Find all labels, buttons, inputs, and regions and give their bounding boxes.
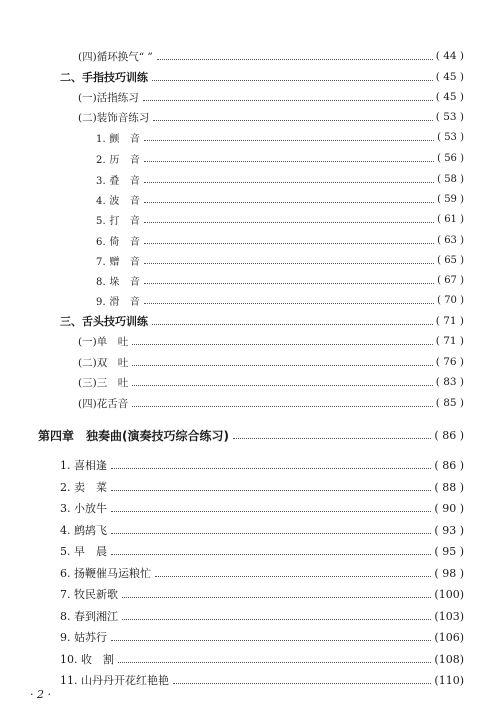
toc-entry-label: (一)单 吐 xyxy=(78,335,129,348)
toc-entry-label: 7. 赠 音 xyxy=(96,256,140,268)
toc-entry[interactable] xyxy=(60,543,464,559)
toc-entry[interactable] xyxy=(60,522,464,538)
dot-leader xyxy=(144,222,434,223)
toc-entry-page: ( 85 ) xyxy=(435,397,464,409)
toc-entry-label: 4. 波 音 xyxy=(96,195,140,207)
toc-entry-page: ( 86 ) xyxy=(434,428,464,442)
dot-leader xyxy=(132,365,433,366)
toc-entry[interactable] xyxy=(60,479,464,495)
dot-leader xyxy=(152,324,433,325)
toc-entry-page: ( 98 ) xyxy=(434,566,464,580)
toc-entry[interactable] xyxy=(96,272,464,288)
dot-leader xyxy=(144,303,434,304)
toc-entry-label: 1. 喜相逢 xyxy=(60,459,107,472)
toc-section-heading[interactable] xyxy=(60,69,464,85)
toc-entry[interactable] xyxy=(78,89,464,105)
dot-leader xyxy=(111,468,431,469)
toc-entry-page: ( 93 ) xyxy=(434,523,464,537)
toc-entry-page: ( 95 ) xyxy=(434,544,464,558)
toc-entry-page: ( 70 ) xyxy=(437,294,464,306)
toc-entry-page: ( 44 ) xyxy=(435,50,464,62)
dot-leader xyxy=(118,662,431,663)
toc-entry-page: ( 58 ) xyxy=(437,173,464,185)
toc-entry-page: ( 53 ) xyxy=(437,131,464,143)
toc-entry[interactable] xyxy=(60,565,464,581)
dot-leader xyxy=(111,640,431,641)
toc-entry[interactable] xyxy=(60,457,464,473)
dot-leader xyxy=(122,597,431,598)
toc-entry-page: ( 71 ) xyxy=(435,335,464,347)
dot-leader xyxy=(144,283,434,284)
dot-leader xyxy=(144,182,434,183)
page-number: · 2 · xyxy=(30,688,51,701)
toc-entry-label: 1. 颤 音 xyxy=(96,133,140,145)
toc-entry-page: ( 45 ) xyxy=(435,71,464,83)
toc-entry[interactable] xyxy=(78,374,464,390)
toc-entry-label: 7. 牧民新歌 xyxy=(60,588,118,601)
toc-entry[interactable] xyxy=(96,129,464,145)
dot-leader xyxy=(132,406,433,407)
toc-entry[interactable] xyxy=(96,211,464,227)
toc-entry-page: (100) xyxy=(434,587,464,601)
dot-leader xyxy=(111,490,431,491)
dot-leader xyxy=(143,100,433,101)
toc-entry-label: 2. 历 音 xyxy=(96,154,140,166)
dot-leader xyxy=(144,161,434,162)
toc-entry-page: (108) xyxy=(434,652,464,666)
toc-entry[interactable] xyxy=(60,629,464,645)
toc-entry-page: ( 76 ) xyxy=(435,356,464,368)
dot-leader xyxy=(144,263,434,264)
toc-entry-page: ( 56 ) xyxy=(437,152,464,164)
dot-leader xyxy=(111,511,431,512)
toc-entry-page: ( 53 ) xyxy=(435,111,464,123)
toc-entry-page: ( 63 ) xyxy=(437,234,464,246)
toc-entry-label: 9. 姑苏行 xyxy=(60,631,107,644)
dot-leader xyxy=(111,554,431,555)
toc-entry[interactable] xyxy=(78,48,464,64)
dot-leader xyxy=(144,243,434,244)
toc-entry-label: 9. 滑 音 xyxy=(96,296,140,308)
dot-leader xyxy=(144,202,434,203)
toc-entry[interactable] xyxy=(96,252,464,268)
dot-leader xyxy=(155,576,431,577)
toc-entry[interactable] xyxy=(96,191,464,207)
toc-entry-page: ( 59 ) xyxy=(437,193,464,205)
toc-entry-label: 3. 小放牛 xyxy=(60,502,107,515)
toc-entry[interactable] xyxy=(60,500,464,516)
toc-entry-page: ( 90 ) xyxy=(434,501,464,515)
dot-leader xyxy=(153,120,433,121)
toc-entry-label: 10. 收 割 xyxy=(60,653,114,666)
toc-entry-label: 3. 叠 音 xyxy=(96,175,140,187)
dot-leader xyxy=(173,683,431,684)
toc-entry-label: 第四章 独奏曲(演奏技巧综合练习) xyxy=(38,428,229,443)
toc-entry-page: ( 45 ) xyxy=(435,91,464,103)
toc-entry[interactable] xyxy=(96,292,464,308)
toc-entry-page: (110) xyxy=(434,673,464,687)
toc-entry-label: (四)花舌音 xyxy=(78,397,129,410)
toc-entry-label: 8. 春到湘江 xyxy=(60,610,118,623)
toc-entry-page: ( 65 ) xyxy=(437,254,464,266)
toc-entry[interactable] xyxy=(78,395,464,411)
toc-entry-page: ( 86 ) xyxy=(434,458,464,472)
toc-entry-page: ( 83 ) xyxy=(435,376,464,388)
toc-entry-label: 2. 卖 菜 xyxy=(60,481,107,494)
toc-entry-page: ( 71 ) xyxy=(435,315,464,327)
toc-entry-page: (103) xyxy=(434,609,464,623)
toc-entry-label: 4. 鹧鸪飞 xyxy=(60,524,107,537)
toc-entry[interactable] xyxy=(78,354,464,370)
toc-entry-label: 11. 山丹丹开花红艳艳 xyxy=(60,674,169,687)
toc-entry-label: (三)三 吐 xyxy=(78,376,129,389)
dot-leader xyxy=(122,619,431,620)
toc-entry-label: 5. 早 晨 xyxy=(60,545,107,558)
toc-entry-label: 6. 扬鞭催马运粮忙 xyxy=(60,567,151,580)
toc-entry-label: 5. 打 音 xyxy=(96,215,140,227)
toc-entry[interactable] xyxy=(60,608,464,624)
dot-leader xyxy=(152,80,433,81)
toc-entry-page: ( 88 ) xyxy=(434,480,464,494)
dot-leader xyxy=(111,533,431,534)
dot-leader xyxy=(144,140,434,141)
toc-entry[interactable] xyxy=(78,109,464,125)
toc-entry-label: 三、舌头技巧训练 xyxy=(60,315,148,328)
toc-entry-label: 6. 倚 音 xyxy=(96,236,140,248)
toc-chapter-heading[interactable] xyxy=(38,426,464,444)
toc-entry-label: 8. 垛 音 xyxy=(96,276,140,288)
toc-entry[interactable] xyxy=(96,232,464,248)
dot-leader xyxy=(233,438,431,439)
toc-entry-page: ( 61 ) xyxy=(437,213,464,225)
toc-entry-label: 二、手指技巧训练 xyxy=(60,71,148,84)
toc-entry-label: (四)循环换气“ ” xyxy=(78,50,153,63)
toc-entry[interactable] xyxy=(78,333,464,349)
toc-entry-label: (二)双 吐 xyxy=(78,356,129,369)
toc-entry[interactable] xyxy=(60,672,464,688)
toc-entry[interactable] xyxy=(96,150,464,166)
dot-leader xyxy=(157,59,433,60)
dot-leader xyxy=(132,344,433,345)
toc-entry[interactable] xyxy=(96,171,464,187)
dot-leader xyxy=(132,385,433,386)
toc-entry-label: (二)装饰音练习 xyxy=(78,111,150,124)
toc-entry-page: ( 67 ) xyxy=(437,274,464,286)
toc-section-heading[interactable] xyxy=(60,313,464,329)
toc-entry-page: (106) xyxy=(434,630,464,644)
toc-entry[interactable] xyxy=(60,651,464,667)
toc-entry-label: (一)活指练习 xyxy=(78,91,139,104)
toc-entry[interactable] xyxy=(60,586,464,602)
